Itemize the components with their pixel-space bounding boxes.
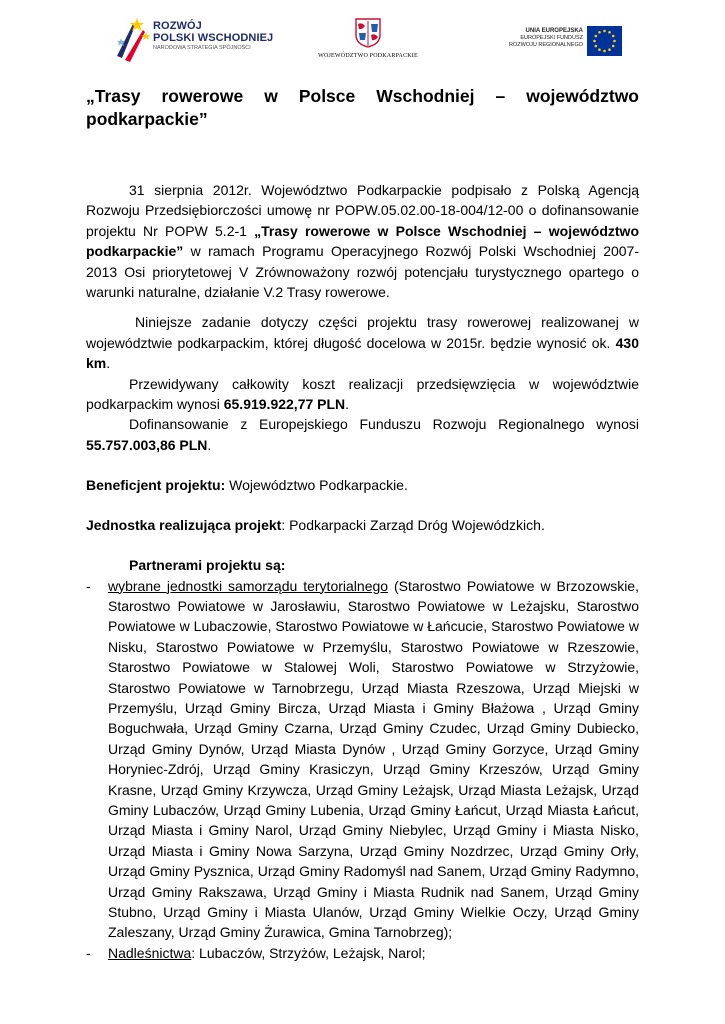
wojewodztwo-label: WOJEWÓDZTWO PODKARPACKIE: [318, 53, 418, 59]
project-name: „Trasy rowerowe w Polsce Wschodniej – województwo podkarpackie”: [86, 222, 639, 260]
partners-list: [86, 576, 639, 964]
document-body: [86, 85, 639, 963]
paragraph-agreement: [86, 180, 639, 302]
paragraph-length: [86, 312, 639, 373]
list-dash: -: [86, 577, 91, 594]
paragraph-cofinancing-text: Dofinansowanie z Europejskiego Funduszu Rozwoju Regionalnego wynosi: [129, 416, 639, 433]
paragraph-length-end: .: [106, 355, 111, 372]
beneficiary-label: Beneficjent projektu:: [86, 477, 226, 494]
rpw-subtitle: NARODOWA STRATEGIA SPÓJNOŚCI: [153, 45, 251, 51]
page-header: [0, 0, 725, 75]
rozwoj-polski-wschodniej-logo: [113, 12, 283, 62]
partner-category: wybrane jednostki samorządu terytorialnego: [108, 577, 389, 594]
partners-heading: Partnerami projektu są:: [129, 557, 286, 574]
paragraph-total-cost-end: .: [345, 396, 350, 413]
paragraph-cofinancing: [86, 414, 639, 455]
rpw-logo-text: [153, 20, 273, 52]
cofinancing-value: 55.757.003,86 PLN: [86, 436, 208, 453]
paragraph-agreement-text-2: w ramach Programu Operacyjnego Rozwój Polski Wschodniej 2007-2013 Osi priorytetowej V Zrównoważony rozwój potencjału turystycznego opartego o warunki naturalne, działanie V.2 Trasy rowerowe.: [86, 243, 639, 301]
eu-logo-text: [488, 28, 583, 49]
rpw-line1: ROZWÓJ: [153, 20, 202, 32]
implementing-unit-colon: :: [281, 516, 286, 533]
list-item: [86, 576, 639, 943]
route-length-value: 430 km: [86, 334, 639, 372]
eu-line2: EUROPEJSKI FUNDUSZ: [520, 35, 583, 41]
paragraph-total-cost-text: Przewidywany całkowity koszt realizacji przedsięwzięcia w województwie podkarpackim wynosi: [86, 375, 639, 413]
coat-of-arms-icon: [355, 18, 381, 48]
partner-details: (Starostwo Powiatowe w Brzozowskie, Starostwo Powiatowe w Jarosławiu, Starostwo Powiatowe w Leżajsku, Starostwo Powiatowe w Lubaczowie, Starostwo Powiatowe w Łańcucie, Starostwo Powiatowe w Nisku, Starostwo Powiatowe w Przemyślu, Starostwo Powiatowe w Rzeszowie, Starostwo Powiatowe w Stalowej Woli, Starostwo Powiatowe w Strzyżowie, Starostwo Powiatowe w Tarnobrzegu, Urząd Miasta Rzeszowa, Urząd Miejski w Przemyślu, Urząd Gminy Bircza, Urząd Miasta i Gminy Błażowa , Urząd Gminy Boguchwała, Urząd Gminy Czarna, Urząd Gminy Czudec, Urząd Gminy Dubiecko, Urząd Gminy Dynów, Urząd Miasta Dynów , Urząd Gminy Gorzyce, Urząd Gminy Horyniec-Zdrój, Urząd Gminy Krasiczyn, Urząd Gminy Krzeszów, Urząd Gminy Krasne, Urząd Gminy Krzywcza, Urząd Gminy Leżajsk, Urząd Miasta Leżajsk, Urząd Gminy Lubaczów, Urząd Gminy Lubenia, Urząd Gminy Łańcut, Urząd Miasta Łańcut, Urząd Miasta i Gminy Narol, Urząd Gminy Niebylec, Urząd Gminy i Miasta Nisko, Urząd Miasta i Gminy Nowa Sarzyna, Urząd Gminy Nozdrzec, Urząd Gminy Orły, Urząd Gminy Pysznica, Urząd Gminy Radomyśl nad Sanem, Urząd Gminy Radymno, Urząd Gminy Rakszawa, Urząd Gminy i Miasta Rudnik nad Sanem, Urząd Gminy Stubno, Urząd Gminy i Miasta Ulanów, Urząd Gminy Wielkie Oczy, Urząd Gminy Zaleszany, Urząd Gminy Żurawica, Gmina Tarnobrzeg);: [108, 577, 639, 941]
document-title: „Trasy rowerowe w Polsce Wschodniej – województwo podkarpackie”: [86, 86, 639, 129]
paragraph-cofinancing-end: .: [207, 436, 212, 453]
paragraph-agreement-text-1: 31 sierpnia 2012r. Województwo Podkarpackie podpisało z Polską Agencją Rozwoju Przedsiębiorczości umowę nr POPW.05.02.00-18-004/12-00 o dofinansowanie projektu Nr POPW 5.2-1: [86, 182, 639, 239]
eu-line3: ROZWOJU REGIONALNEGO: [509, 42, 583, 48]
implementing-unit-label: Jednostka realizująca projekt: [86, 516, 282, 533]
eu-logo: [488, 26, 623, 58]
eu-line1: UNIA EUROPEJSKA: [525, 28, 583, 34]
paragraph-length-text: Niniejsze zadanie dotyczy części projektu trasy rowerowej realizowanej w województwie podkarpackim, której długość docelowa w 2015r. będzie wynosić ok.: [86, 314, 639, 351]
rpw-line2: POLSKI WSCHODNIEJ: [153, 32, 274, 44]
star-swoosh-icon: [113, 16, 153, 62]
wojewodztwo-podkarpackie-logo: [312, 18, 424, 68]
partner-category: Nadleśnictwa: [108, 944, 192, 961]
beneficiary-line: [86, 475, 639, 495]
paragraph-total-cost: [86, 374, 639, 415]
list-dash: -: [86, 944, 91, 961]
partner-details: : Lubaczów, Strzyżów, Leżajsk, Narol;: [191, 944, 426, 961]
beneficiary-value: Województwo Podkarpackie.: [225, 477, 408, 494]
implementing-unit-value: Podkarpacki Zarząd Dróg Wojewódzkich.: [285, 516, 545, 533]
implementing-unit-line: [86, 515, 639, 535]
eu-flag-icon: [587, 26, 622, 56]
list-item: [86, 943, 639, 963]
total-cost-value: 65.919.922,77 PLN: [223, 396, 346, 413]
